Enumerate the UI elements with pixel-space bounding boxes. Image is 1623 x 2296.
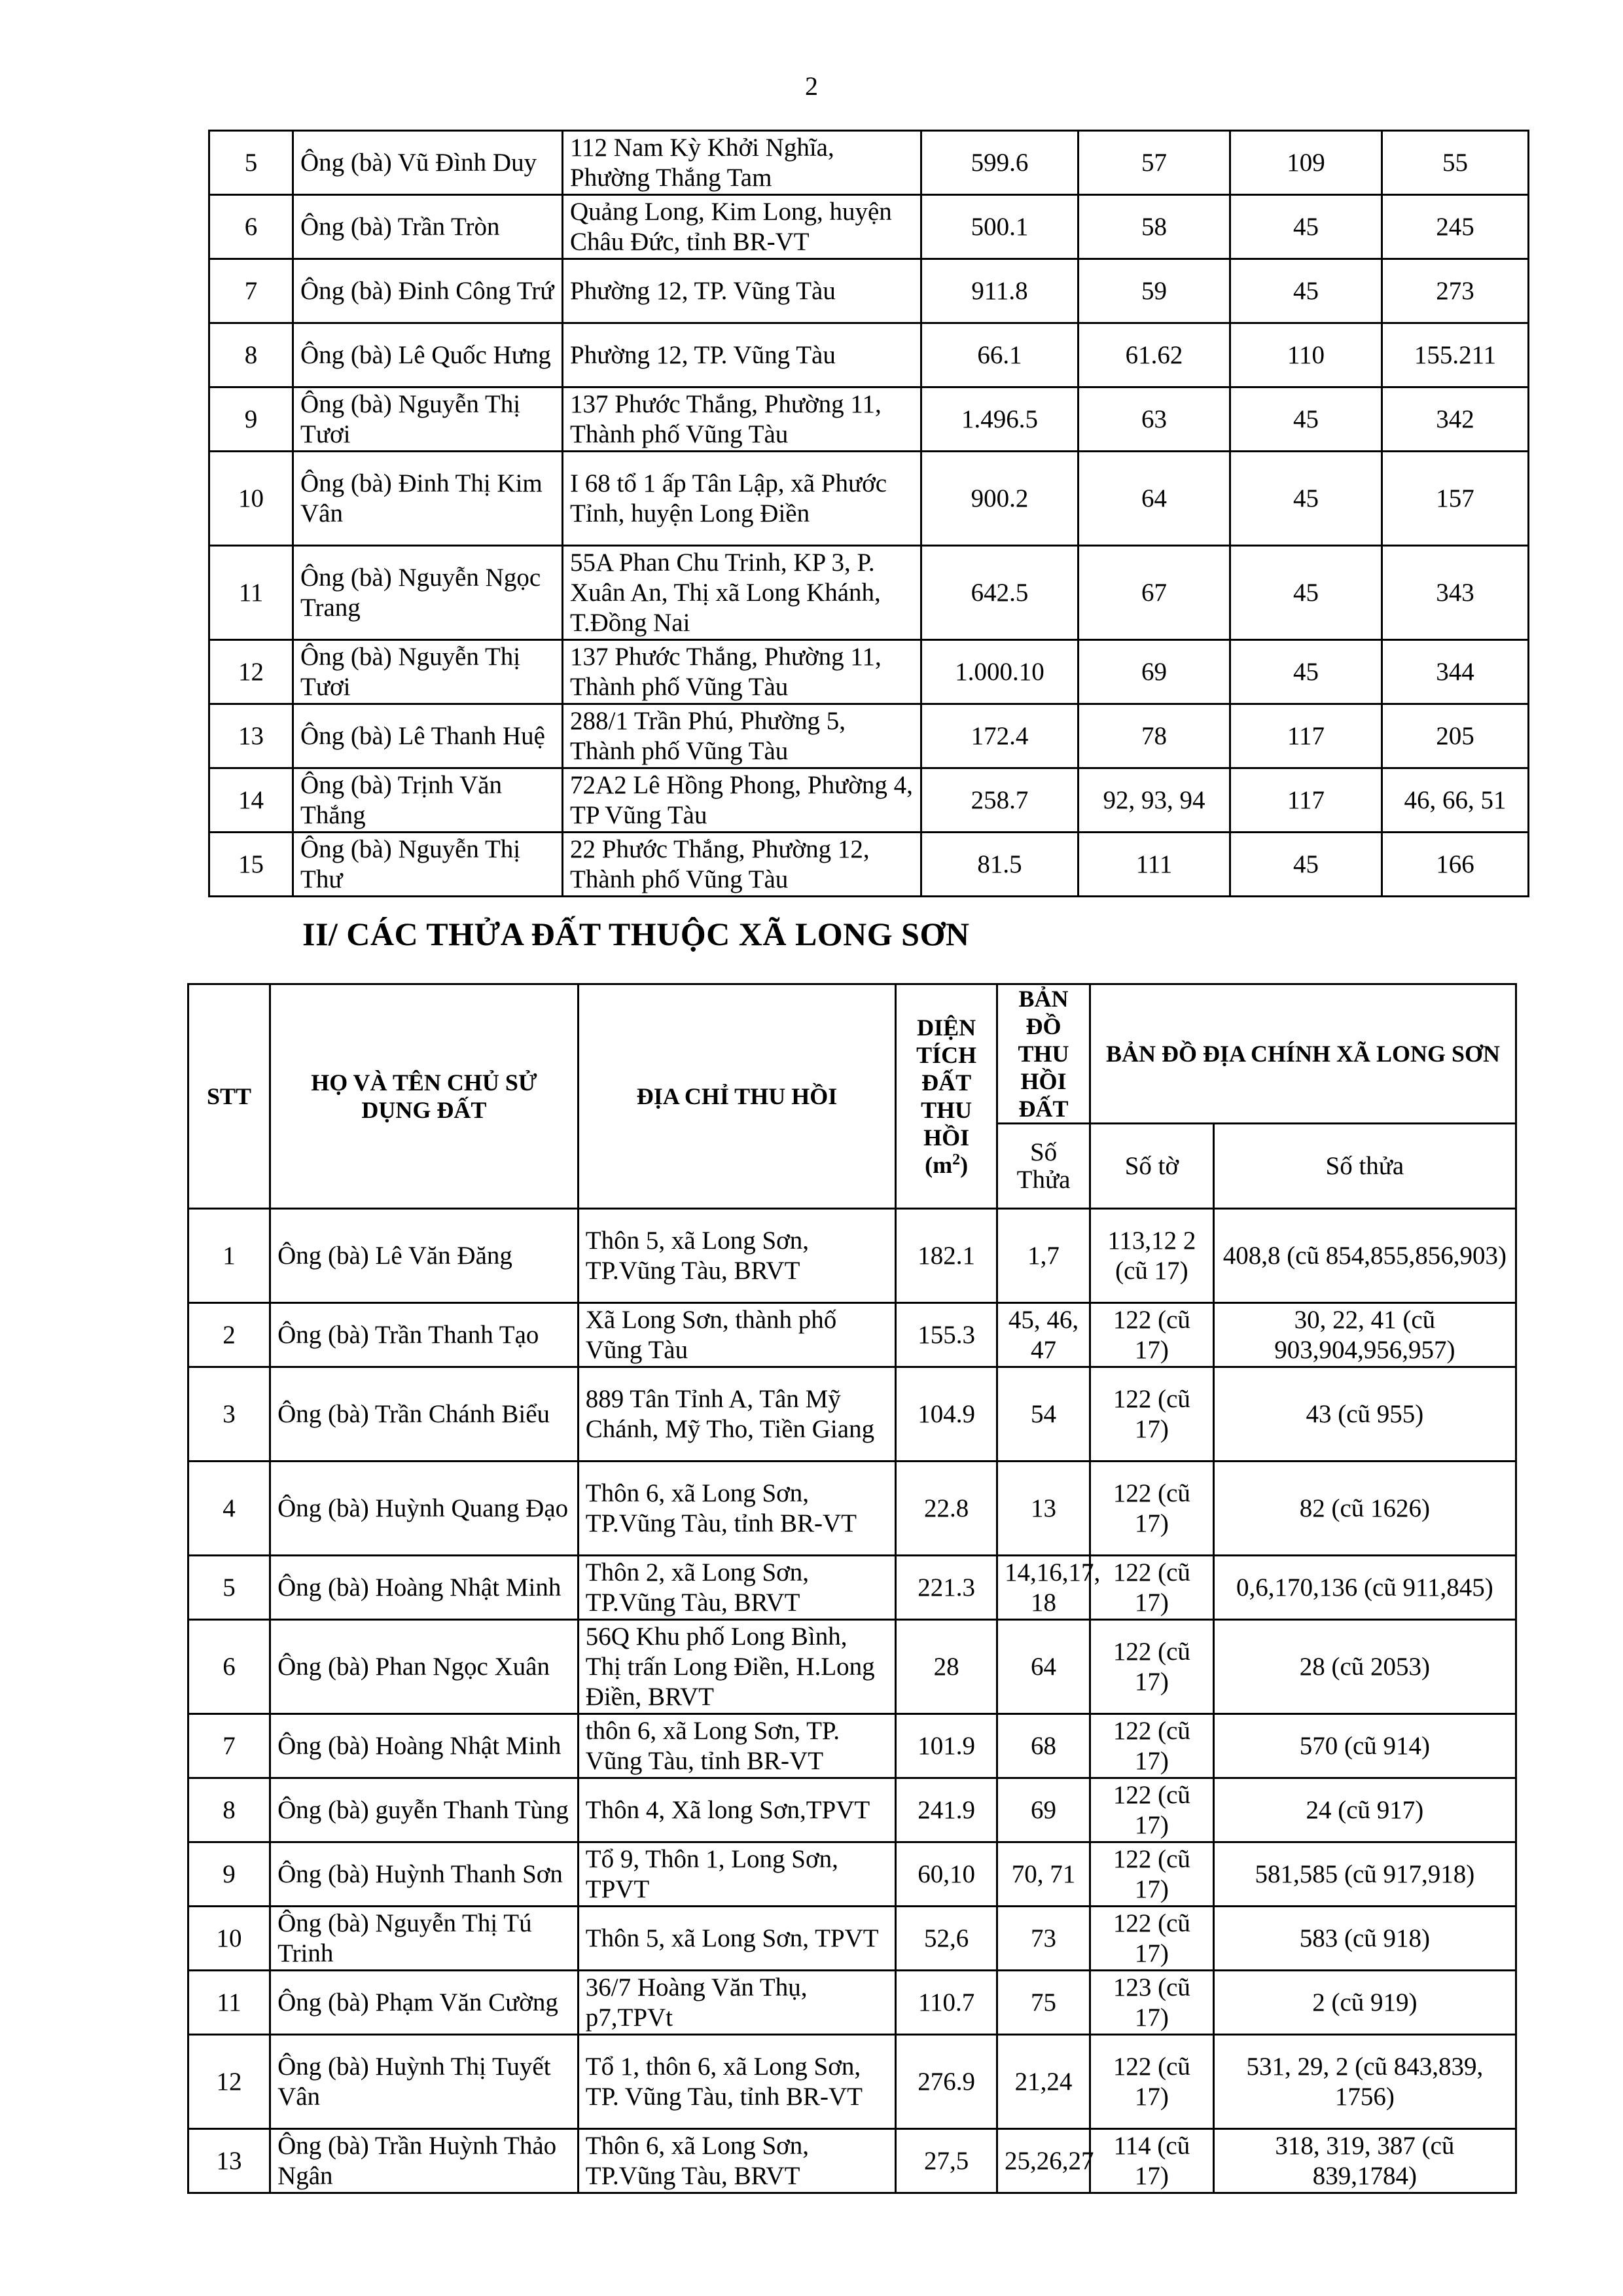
- recovery-address: Thôn 4, Xã long Sơn,TPVT: [578, 1778, 896, 1842]
- table-row: [209, 833, 1529, 897]
- recovery-address: Quảng Long, Kim Long, huyện Châu Đức, tỉnh BR-VT: [563, 195, 921, 259]
- long-son-land-table: [187, 983, 1517, 2194]
- recovered-area: 258.7: [921, 768, 1079, 833]
- recovered-area: 1.496.5: [921, 387, 1079, 452]
- table-row: [188, 1842, 1516, 1907]
- owner-name: Ông (bà) Phan Ngọc Xuân: [270, 1620, 579, 1714]
- table-row: [209, 704, 1529, 768]
- cadastral-parcel-number: 155.211: [1382, 323, 1529, 387]
- cadastral-parcel-number: 408,8 (cũ 854,855,856,903): [1213, 1209, 1516, 1303]
- cadastral-parcel-number: 205: [1382, 704, 1529, 768]
- table-row: [209, 387, 1529, 452]
- recovered-area: 110.7: [896, 1971, 997, 2035]
- map-parcel-number: 54: [997, 1367, 1090, 1462]
- cadastral-sheet-number: 122 (cũ 17): [1090, 1778, 1214, 1842]
- recovered-area: 172.4: [921, 704, 1079, 768]
- row-stt: 10: [188, 1907, 270, 1971]
- recovered-area: 900.2: [921, 452, 1079, 546]
- cadastral-parcel-number: 245: [1382, 195, 1529, 259]
- owner-name: Ông (bà) Lê Quốc Hưng: [293, 323, 563, 387]
- recovered-area: 155.3: [896, 1303, 997, 1367]
- table-row: [209, 768, 1529, 833]
- header-area-label: DIỆN TÍCH ĐẤT THU HỒI: [916, 1014, 977, 1151]
- owner-name: Ông (bà) Nguyễn Thị Tươi: [293, 387, 563, 452]
- cadastral-sheet-number: 114 (cũ 17): [1090, 2129, 1214, 2193]
- table-row: [188, 2129, 1516, 2193]
- owner-name: Ông (bà) Phạm Văn Cường: [270, 1971, 579, 2035]
- cadastral-parcel-number: 570 (cũ 914): [1213, 1714, 1516, 1778]
- header-map-parcel: Số Thửa: [997, 1124, 1090, 1209]
- owner-name: Ông (bà) Hoàng Nhật Minh: [270, 1714, 579, 1778]
- map-sheet-number: 45: [1230, 259, 1382, 323]
- cadastral-parcel-number: 28 (cũ 2053): [1213, 1620, 1516, 1714]
- section-heading: II/ CÁC THỬA ĐẤT THUỘC XÃ LONG SƠN: [302, 916, 970, 952]
- map-parcel-number: 68: [997, 1714, 1090, 1778]
- map-parcel-number: 69: [997, 1778, 1090, 1842]
- header-area-unit-end: ): [960, 1152, 969, 1178]
- table-row: [188, 1209, 1516, 1303]
- recovery-address: Tổ 1, thôn 6, xã Long Sơn, TP. Vũng Tàu, tỉnh BR-VT: [578, 2035, 896, 2129]
- header-area-unit-sup: 2: [952, 1151, 961, 1168]
- cadastral-parcel-number: 55: [1382, 131, 1529, 195]
- map-parcel-number: 64: [1079, 452, 1230, 546]
- cadastral-parcel-number: 581,585 (cũ 917,918): [1213, 1842, 1516, 1907]
- recovery-address: Thôn 5, xã Long Sơn, TP.Vũng Tàu, BRVT: [578, 1209, 896, 1303]
- row-stt: 13: [209, 704, 293, 768]
- cadastral-parcel-number: 342: [1382, 387, 1529, 452]
- cadastral-parcel-number: 343: [1382, 546, 1529, 640]
- header-recovery-address: ĐỊA CHỈ THU HỒI: [578, 984, 896, 1209]
- recovered-area: 1.000.10: [921, 640, 1079, 704]
- map-parcel-number: 61.62: [1079, 323, 1230, 387]
- row-stt: 11: [188, 1971, 270, 2035]
- row-stt: 5: [188, 1556, 270, 1620]
- recovered-area: 241.9: [896, 1778, 997, 1842]
- table-row: [188, 2035, 1516, 2129]
- map-parcel-number: 13: [997, 1462, 1090, 1556]
- map-parcel-number: 78: [1079, 704, 1230, 768]
- map-sheet-number: 45: [1230, 452, 1382, 546]
- cadastral-sheet-number: 113,12 2 (cũ 17): [1090, 1209, 1214, 1303]
- recovery-address: 55A Phan Chu Trinh, KP 3, P. Xuân An, Thị xã Long Khánh, T.Đồng Nai: [563, 546, 921, 640]
- cadastral-sheet-number: 122 (cũ 17): [1090, 2035, 1214, 2129]
- table-row: [188, 1556, 1516, 1620]
- map-sheet-number: 110: [1230, 323, 1382, 387]
- owner-name: Ông (bà) Hoàng Nhật Minh: [270, 1556, 579, 1620]
- map-parcel-number: 14,16,17, 18: [997, 1556, 1090, 1620]
- map-parcel-number: 73: [997, 1907, 1090, 1971]
- map-parcel-number: 45, 46, 47: [997, 1303, 1090, 1367]
- cadastral-sheet-number: 122 (cũ 17): [1090, 1620, 1214, 1714]
- recovery-address: thôn 6, xã Long Sơn, TP. Vũng Tàu, tỉnh BR-VT: [578, 1714, 896, 1778]
- recovery-address: 137 Phước Thắng, Phường 11, Thành phố Vũng Tàu: [563, 387, 921, 452]
- owner-name: Ông (bà) Lê Thanh Huệ: [293, 704, 563, 768]
- map-sheet-number: 109: [1230, 131, 1382, 195]
- recovered-area: 66.1: [921, 323, 1079, 387]
- cadastral-parcel-number: 318, 319, 387 (cũ 839,1784): [1213, 2129, 1516, 2193]
- recovered-area: 27,5: [896, 2129, 997, 2193]
- cadastral-sheet-number: 122 (cũ 17): [1090, 1714, 1214, 1778]
- row-stt: 4: [188, 1462, 270, 1556]
- map-sheet-number: 45: [1230, 195, 1382, 259]
- recovery-address: 22 Phước Thắng, Phường 12, Thành phố Vũng Tàu: [563, 833, 921, 897]
- row-stt: 15: [209, 833, 293, 897]
- recovery-address: 72A2 Lê Hồng Phong, Phường 4, TP Vũng Tàu: [563, 768, 921, 833]
- cadastral-parcel-number: 30, 22, 41 (cũ 903,904,956,957): [1213, 1303, 1516, 1367]
- map-parcel-number: 63: [1079, 387, 1230, 452]
- owner-name: Ông (bà) Đinh Công Trứ: [293, 259, 563, 323]
- recovered-area: 642.5: [921, 546, 1079, 640]
- recovered-area: 500.1: [921, 195, 1079, 259]
- map-sheet-number: 45: [1230, 833, 1382, 897]
- recovered-area: 182.1: [896, 1209, 997, 1303]
- cadastral-parcel-number: 273: [1382, 259, 1529, 323]
- table-row: [188, 1714, 1516, 1778]
- recovered-area: 28: [896, 1620, 997, 1714]
- owner-name: Ông (bà) Trần Chánh Biểu: [270, 1367, 579, 1462]
- cadastral-parcel-number: 583 (cũ 918): [1213, 1907, 1516, 1971]
- table-row: [209, 323, 1529, 387]
- recovered-area: 911.8: [921, 259, 1079, 323]
- recovery-address: Thôn 6, xã Long Sơn, TP.Vũng Tàu, tỉnh BR-VT: [578, 1462, 896, 1556]
- map-sheet-number: 45: [1230, 387, 1382, 452]
- row-stt: 12: [188, 2035, 270, 2129]
- row-stt: 5: [209, 131, 293, 195]
- cadastral-parcel-number: 43 (cũ 955): [1213, 1367, 1516, 1462]
- map-parcel-number: 57: [1079, 131, 1230, 195]
- recovery-address: 36/7 Hoàng Văn Thụ, p7,TPVt: [578, 1971, 896, 2035]
- row-stt: 1: [188, 1209, 270, 1303]
- cadastral-parcel-number: 166: [1382, 833, 1529, 897]
- recovered-area: 221.3: [896, 1556, 997, 1620]
- owner-name: Ông (bà) Lê Văn Đăng: [270, 1209, 579, 1303]
- recovered-area: 52,6: [896, 1907, 997, 1971]
- row-stt: 8: [209, 323, 293, 387]
- owner-name: Ông (bà) Huỳnh Thị Tuyết Vân: [270, 2035, 579, 2129]
- map-parcel-number: 69: [1079, 640, 1230, 704]
- cadastral-sheet-number: 122 (cũ 17): [1090, 1907, 1214, 1971]
- row-stt: 2: [188, 1303, 270, 1367]
- header-cadastral-map: BẢN ĐỒ ĐỊA CHÍNH XÃ LONG SƠN: [1090, 984, 1516, 1124]
- owner-name: Ông (bà) Vũ Đình Duy: [293, 131, 563, 195]
- owner-name: Ông (bà) Trần Thanh Tạo: [270, 1303, 579, 1367]
- header-sheet-number: Số tờ: [1090, 1124, 1214, 1209]
- owner-name: Ông (bà) Trần Tròn: [293, 195, 563, 259]
- recovered-area: 104.9: [896, 1367, 997, 1462]
- recovery-address: 56Q Khu phố Long Bình, Thị trấn Long Điền, H.Long Điền, BRVT: [578, 1620, 896, 1714]
- recovery-address: I 68 tổ 1 ấp Tân Lập, xã Phước Tỉnh, huyện Long Điền: [563, 452, 921, 546]
- map-sheet-number: 117: [1230, 768, 1382, 833]
- recovery-address: 137 Phước Thắng, Phường 11, Thành phố Vũng Tàu: [563, 640, 921, 704]
- cadastral-sheet-number: 122 (cũ 17): [1090, 1367, 1214, 1462]
- owner-name: Ông (bà) Huỳnh Thanh Sơn: [270, 1842, 579, 1907]
- owner-name: Ông (bà) Huỳnh Quang Đạo: [270, 1462, 579, 1556]
- page-number: 2: [805, 71, 818, 101]
- table-row: [188, 1971, 1516, 2035]
- row-stt: 14: [209, 768, 293, 833]
- recovery-address: 288/1 Trần Phú, Phường 5, Thành phố Vũng Tàu: [563, 704, 921, 768]
- cadastral-sheet-number: 123 (cũ 17): [1090, 1971, 1214, 2035]
- cadastral-sheet-number: 122 (cũ 17): [1090, 1842, 1214, 1907]
- recovered-area: 22.8: [896, 1462, 997, 1556]
- table-row: [209, 195, 1529, 259]
- cadastral-sheet-number: 122 (cũ 17): [1090, 1556, 1214, 1620]
- owner-name: Ông (bà) Nguyễn Thị Tú Trinh: [270, 1907, 579, 1971]
- recovery-address: Tổ 9, Thôn 1, Long Sơn, TPVT: [578, 1842, 896, 1907]
- map-parcel-number: 70, 71: [997, 1842, 1090, 1907]
- cadastral-parcel-number: 82 (cũ 1626): [1213, 1462, 1516, 1556]
- row-stt: 11: [209, 546, 293, 640]
- map-sheet-number: 117: [1230, 704, 1382, 768]
- map-parcel-number: 75: [997, 1971, 1090, 2035]
- header-recovery-map: BẢN ĐỒ THU HỒI ĐẤT: [997, 984, 1090, 1124]
- recovered-area: 276.9: [896, 2035, 997, 2129]
- table-row: [209, 546, 1529, 640]
- table-row: [188, 1462, 1516, 1556]
- map-parcel-number: 1,7: [997, 1209, 1090, 1303]
- recovered-area: 101.9: [896, 1714, 997, 1778]
- table-row: [188, 1367, 1516, 1462]
- table-row: [188, 1303, 1516, 1367]
- cadastral-sheet-number: 122 (cũ 17): [1090, 1303, 1214, 1367]
- row-stt: 7: [188, 1714, 270, 1778]
- recovered-area: 81.5: [921, 833, 1079, 897]
- recovery-address: Thôn 6, xã Long Sơn, TP.Vũng Tàu, BRVT: [578, 2129, 896, 2193]
- row-stt: 10: [209, 452, 293, 546]
- recovered-area: 599.6: [921, 131, 1079, 195]
- row-stt: 6: [209, 195, 293, 259]
- recovery-address: 889 Tân Tỉnh A, Tân Mỹ Chánh, Mỹ Tho, Tiền Giang: [578, 1367, 896, 1462]
- row-stt: 8: [188, 1778, 270, 1842]
- map-parcel-number: 64: [997, 1620, 1090, 1714]
- owner-name: Ông (bà) Nguyễn Thị Thư: [293, 833, 563, 897]
- cadastral-parcel-number: 531, 29, 2 (cũ 843,839, 1756): [1213, 2035, 1516, 2129]
- map-parcel-number: 58: [1079, 195, 1230, 259]
- cadastral-parcel-number: 157: [1382, 452, 1529, 546]
- map-sheet-number: 45: [1230, 640, 1382, 704]
- row-stt: 6: [188, 1620, 270, 1714]
- recovery-address: Xã Long Sơn, thành phố Vũng Tàu: [578, 1303, 896, 1367]
- table-row: [188, 1620, 1516, 1714]
- header-recovered-area: [896, 984, 997, 1209]
- owner-name: Ông (bà) guyễn Thanh Tùng: [270, 1778, 579, 1842]
- map-parcel-number: 92, 93, 94: [1079, 768, 1230, 833]
- table-row: [209, 131, 1529, 195]
- owner-name: Ông (bà) Nguyễn Ngọc Trang: [293, 546, 563, 640]
- row-stt: 9: [209, 387, 293, 452]
- row-stt: 7: [209, 259, 293, 323]
- recovery-address: Phường 12, TP. Vũng Tàu: [563, 259, 921, 323]
- owner-name: Ông (bà) Đinh Thị Kim Vân: [293, 452, 563, 546]
- cadastral-sheet-number: 122 (cũ 17): [1090, 1462, 1214, 1556]
- land-table-continued: [208, 130, 1529, 897]
- table-row: [188, 1778, 1516, 1842]
- recovery-address: Thôn 5, xã Long Sơn, TPVT: [578, 1907, 896, 1971]
- header-stt: STT: [188, 984, 270, 1209]
- recovery-address: 112 Nam Kỳ Khởi Nghĩa, Phường Thắng Tam: [563, 131, 921, 195]
- row-stt: 9: [188, 1842, 270, 1907]
- header-parcel-number: Số thửa: [1213, 1124, 1516, 1209]
- header-owner-name: HỌ VÀ TÊN CHỦ SỬ DỤNG ĐẤT: [270, 984, 579, 1209]
- map-parcel-number: 67: [1079, 546, 1230, 640]
- row-stt: 12: [209, 640, 293, 704]
- table-row: [209, 640, 1529, 704]
- cadastral-parcel-number: 0,6,170,136 (cũ 911,845): [1213, 1556, 1516, 1620]
- table-row: [209, 259, 1529, 323]
- row-stt: 13: [188, 2129, 270, 2193]
- owner-name: Ông (bà) Trịnh Văn Thắng: [293, 768, 563, 833]
- cadastral-parcel-number: 46, 66, 51: [1382, 768, 1529, 833]
- map-parcel-number: 111: [1079, 833, 1230, 897]
- table-row: [209, 452, 1529, 546]
- cadastral-parcel-number: 2 (cũ 919): [1213, 1971, 1516, 2035]
- recovered-area: 60,10: [896, 1842, 997, 1907]
- recovery-address: Phường 12, TP. Vũng Tàu: [563, 323, 921, 387]
- owner-name: Ông (bà) Nguyễn Thị Tươi: [293, 640, 563, 704]
- header-area-unit: (m: [925, 1152, 953, 1178]
- owner-name: Ông (bà) Trần Huỳnh Thảo Ngân: [270, 2129, 579, 2193]
- map-sheet-number: 45: [1230, 546, 1382, 640]
- map-parcel-number: 21,24: [997, 2035, 1090, 2129]
- cadastral-parcel-number: 24 (cũ 917): [1213, 1778, 1516, 1842]
- recovery-address: Thôn 2, xã Long Sơn, TP.Vũng Tàu, BRVT: [578, 1556, 896, 1620]
- map-parcel-number: 59: [1079, 259, 1230, 323]
- cadastral-parcel-number: 344: [1382, 640, 1529, 704]
- table-row: [188, 1907, 1516, 1971]
- row-stt: 3: [188, 1367, 270, 1462]
- map-parcel-number: 25,26,27: [997, 2129, 1090, 2193]
